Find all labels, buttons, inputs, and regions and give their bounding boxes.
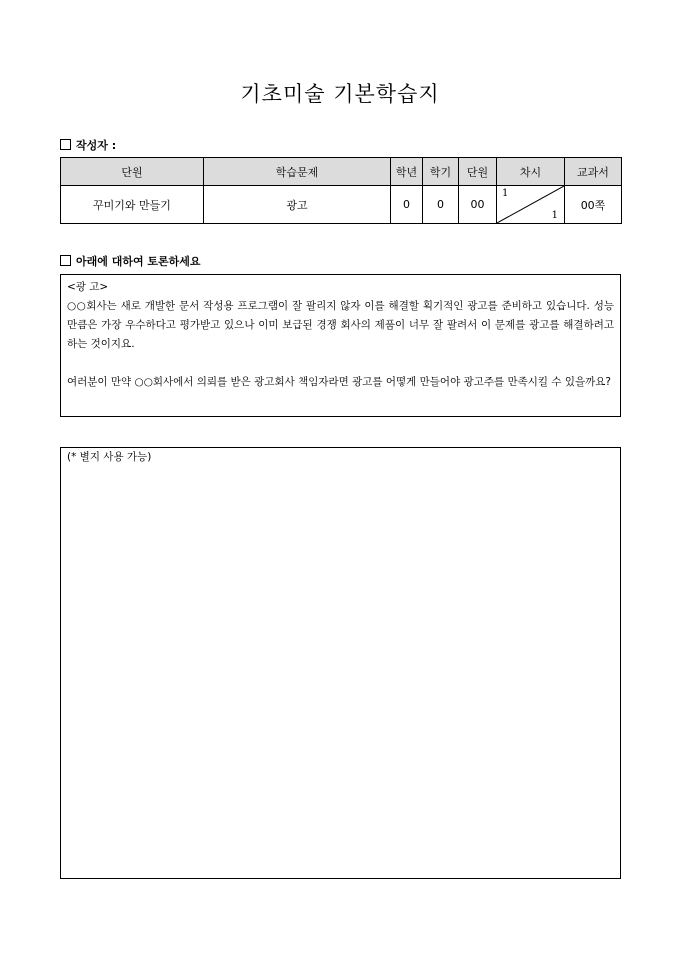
page-title: 기초미술 기본학습지 xyxy=(240,82,440,106)
cell-topic: 광고 xyxy=(204,186,391,224)
header-unit-no: 단원 xyxy=(459,158,497,186)
header-textbook: 교과서 xyxy=(565,158,622,186)
author-label: 작성자 : xyxy=(76,139,117,152)
cell-unit-no: 00 xyxy=(459,186,497,224)
checkbox-icon xyxy=(60,139,71,150)
answer-note: (* 별지 사용 가능) xyxy=(67,451,152,463)
cell-lesson xyxy=(497,186,565,224)
header-grade: 학년 xyxy=(391,158,423,186)
lesson-total: 1 xyxy=(551,210,558,221)
lesson-current: 1 xyxy=(502,188,509,199)
cell-unit: 꾸미기와 만들기 xyxy=(61,186,204,224)
answer-box[interactable] xyxy=(60,447,621,879)
header-topic: 학습문제 xyxy=(204,158,391,186)
table-header-row xyxy=(61,158,622,186)
cell-textbook: 00쪽 xyxy=(565,186,622,224)
cell-grade: 0 xyxy=(391,186,423,224)
discussion-label: 아래에 대하여 토론하세요 xyxy=(76,255,201,268)
table-row xyxy=(61,186,622,224)
header-semester: 학기 xyxy=(423,158,459,186)
discussion-section xyxy=(60,253,201,269)
prompt-box xyxy=(60,274,621,417)
checkbox-icon xyxy=(60,255,71,266)
lesson-info-table xyxy=(60,157,622,224)
prompt-heading: <광 고> xyxy=(67,281,109,293)
author-section xyxy=(60,137,116,153)
header-lesson: 차시 xyxy=(497,158,565,186)
header-unit: 단원 xyxy=(61,158,204,186)
cell-semester: 0 xyxy=(423,186,459,224)
prompt-paragraph-1: ○○회사는 새로 개발한 문서 작성용 프로그램이 잘 팔리지 않자 이를 해결할 획기적인 광고를 준비하고 있습니다. 성능만큼은 가장 우수하다고 평가받고 있으나 이미 보급된 경쟁 회사의 제품이 너무 잘 팔려서 이 문제를 광고를 해결하려고 하는 것이지요. xyxy=(67,300,614,350)
prompt-paragraph-2: 여러분이 만약 ○○회사에서 의뢰를 받은 광고회사 책임자라면 광고를 어떻게 만들어야 광고주를 만족시킬 수 있을까요? xyxy=(67,376,612,388)
